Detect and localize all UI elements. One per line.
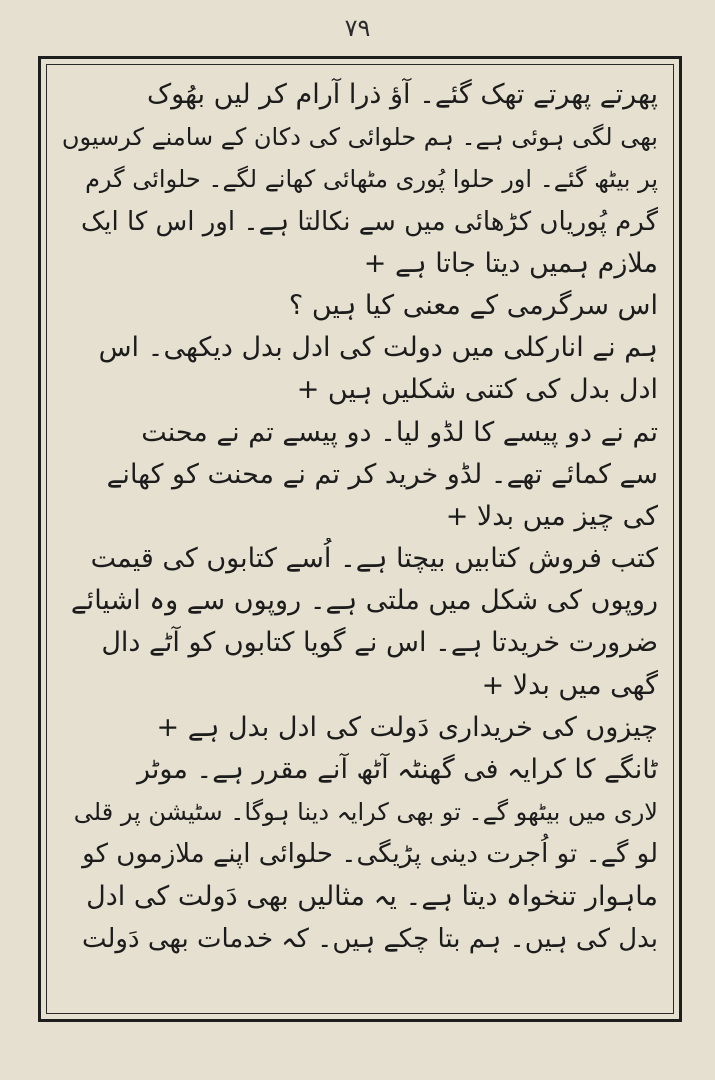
text-line: ملازم ہمیں دیتا جاتا ہے +	[363, 247, 658, 279]
text-line: ہم نے انارکلی میں دولت کی ادل بدل دیکھی۔ اس	[98, 332, 658, 364]
text-line: اس سرگرمی کے معنی کیا ہیں ؟	[288, 289, 658, 321]
text-line: سے کمائے تھے۔ لڈو خرید کر تم نے محنت کو کھانے	[106, 458, 658, 490]
body-text	[62, 74, 658, 1004]
text-line: چیزوں کی خریداری دَولت کی ادل بدل ہے +	[156, 711, 658, 743]
text-line: ادل بدل کی کتنی شکلیں ہیں +	[296, 374, 658, 406]
text-line: روپوں کی شکل میں ملتی ہے۔ روپوں سے وہ اشیائے	[70, 585, 658, 617]
text-line: کی چیز میں بدلا +	[445, 500, 658, 532]
text-line: بھی لگی ہوئی ہے۔ ہم حلوائی کی دکان کے سامنے کرسیوں	[62, 123, 658, 152]
text-line: پر بیٹھ گئے۔ اور حلوا پُوری مٹھائی کھانے لگے۔ حلوائی گرم	[85, 165, 658, 194]
page-number: ۷۹	[344, 14, 371, 42]
text-line: گھی میں بدلا +	[481, 669, 658, 701]
text-line: ماہوار تنخواہ دیتا ہے۔ یہ مثالیں بھی دَولت کی ادل	[86, 880, 658, 912]
text-line: کتب فروش کتابیں بیچتا ہے۔ اُسے کتابوں کی قیمت	[90, 543, 658, 575]
text-line: گرم پُوریاں کڑھائی میں سے نکالتا ہے۔ اور اس کا ایک	[80, 206, 658, 237]
text-line: لو گے۔ تو اُجرت دینی پڑیگی۔ حلوائی اپنے ملازموں کو	[82, 839, 658, 870]
text-line: ضرورت خریدتا ہے۔ اس نے گویا کتابوں کو آٹے دال	[101, 627, 658, 659]
text-line: ٹانگے کا کرایہ فی گھنٹہ آٹھ آنے مقرر ہے۔ موٹر	[137, 754, 658, 785]
text-line: تم نے دو پیسے کا لڈو لیا۔ دو پیسے تم نے محنت	[141, 416, 658, 448]
text-line: پھرتے پھرتے تھک گئے۔ آؤ ذرا آرام کر لیں بھُوک	[146, 79, 658, 110]
text-line: لاری میں بیٹھو گے۔ تو بھی کرایہ دینا ہوگا۔ سٹیشن پر قلی	[73, 798, 658, 827]
text-line: بدل کی ہیں۔ ہم بتا چکے ہیں۔ کہ خدمات بھی دَولت	[81, 923, 658, 954]
